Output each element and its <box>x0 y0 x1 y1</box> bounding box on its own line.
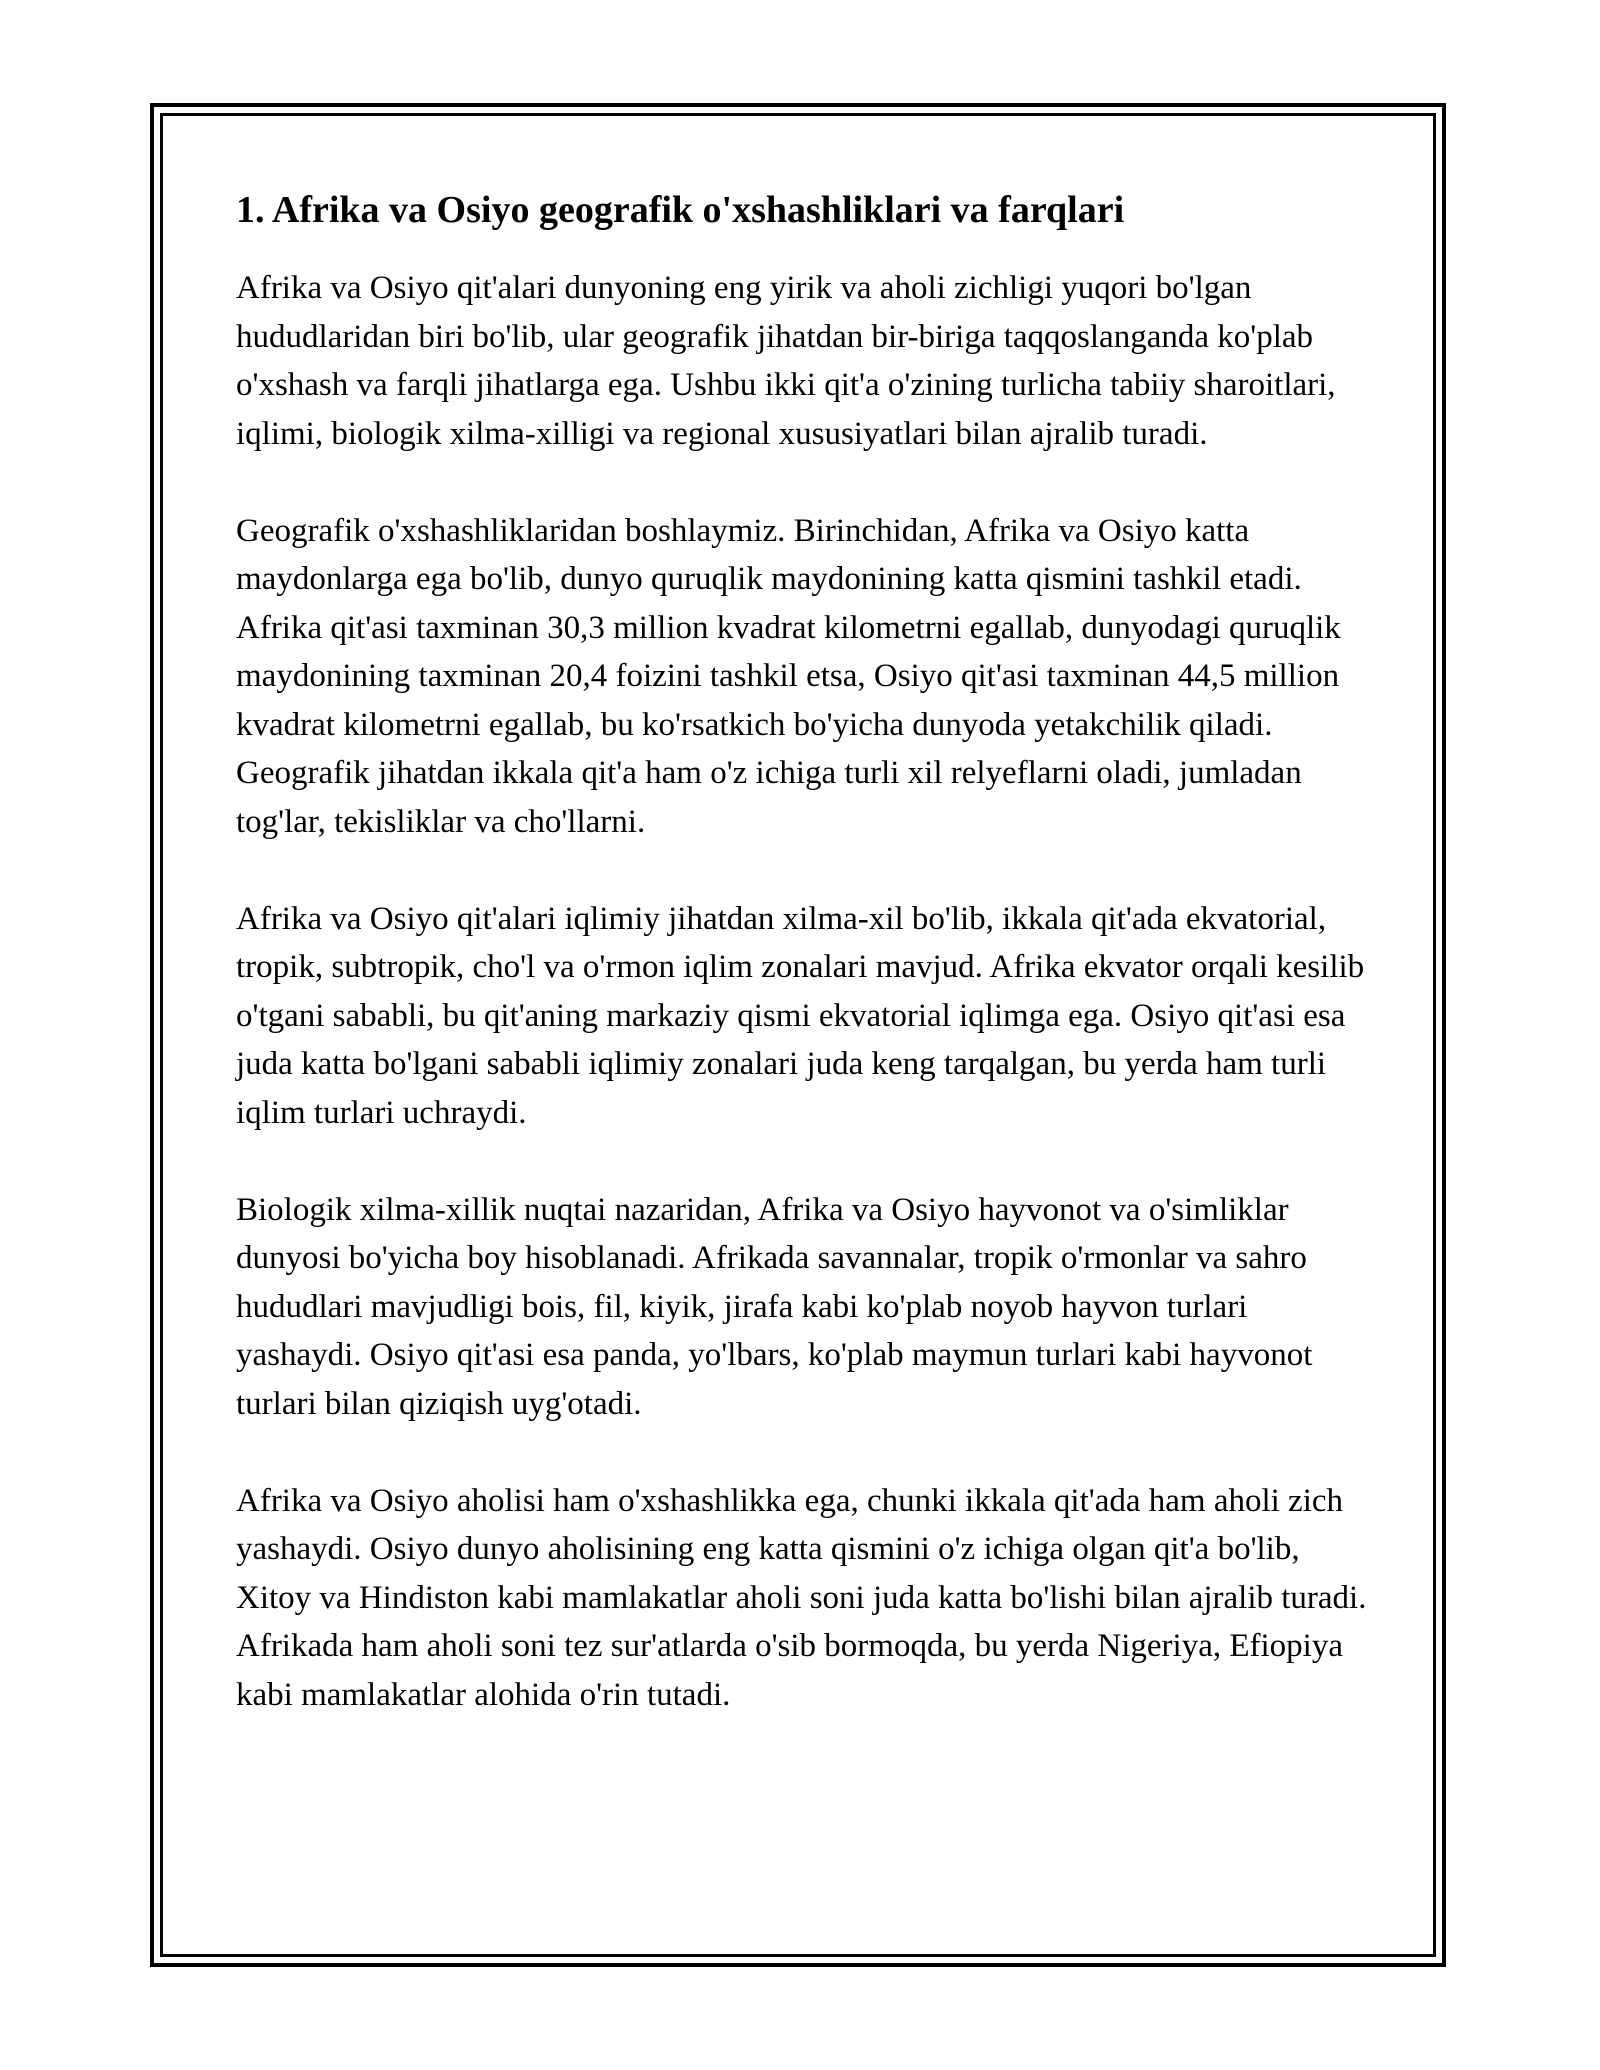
document-title: 1. Afrika va Osiyo geografik o'xshashliklari va farqlari <box>236 189 1125 231</box>
paragraph-intro: Afrika va Osiyo qit'alari dunyoning eng yirik va aholi zichligi yuqori bo'lgan hududlaridan biri bo'lib, ular geografik jihatdan bir-biriga taqqoslanganda ko'plab o'xshash va farqli jihatlarga ega. Ushbu ikki qit'a o'zining turlicha tabiiy sharoitlari, iqlimi, biologik xilma-xilligi va regional xususiyatlari bilan ajralib turadi. <box>236 270 1336 452</box>
paragraph-climate: Afrika va Osiyo qit'alari iqlimiy jihatdan xilma-xil bo'lib, ikkala qit'ada ekvatorial, tropik, subtropik, cho'l va o'rmon iqlim zonalari mavjud. Afrika ekvator orqali kesilib o'tgani sababli, bu qit'aning markaziy qismi ekvatorial iqlimga ega. Osiyo qit'asi esa juda katta bo'lgani sababli iqlimiy zonalari juda keng tarqalgan, bu yerda ham turli iqlim turlari uchraydi. <box>236 900 1365 1131</box>
paragraph-population: Afrika va Osiyo aholisi ham o'xshashlikka ega, chunki ikkala qit'ada ham aholi zich yashaydi. Osiyo dunyo aholisining eng katta qismini o'z ichiga olgan qit'a bo'lib, Xitoy va Hindiston kabi mamlakatlar aholi soni juda katta bo'lishi bilan ajralib turadi. Afrikada ham aholi soni tez sur'atlarda o'sib bormoqda, bu yerda Nigeriya, Efiopiya kabi mamlakatlar alohida o'rin tutadi. <box>236 1482 1367 1713</box>
paragraph-geographic-similarities: Geografik o'xshashliklaridan boshlaymiz. Birinchidan, Afrika va Osiyo katta maydonlarga ega bo'lib, dunyo quruqlik maydonining katta qismini tashkil etadi. Afrika qit'asi taxminan 30,3 million kvadrat kilometrni egallab, dunyodagi quruqlik maydonining taxminan 20,4 foizini tashkil etsa, Osiyo qit'asi taxminan 44,5 million kvadrat kilometrni egallab, bu ko'rsatkich bo'yicha dunyoda yetakchilik qiladi. Geografik jihatdan ikkala qit'a ham o'z ichiga turli xil relyeflarni oladi, jumladan tog'lar, tekisliklar va cho'llarni. <box>236 512 1341 840</box>
paragraph-biodiversity: Biologik xilma-xillik nuqtai nazaridan, Afrika va Osiyo hayvonot va o'simliklar dunyosi bo'yicha boy hisoblanadi. Afrikada savannalar, tropik o'rmonlar va sahro hududlari mavjudligi bois, fil, kiyik, jirafa kabi ko'plab noyob hayvon turlari yashaydi. Osiyo qit'asi esa panda, yo'lbars, ko'plab maymun turlari kabi hayvonot turlari bilan qiziqish uyg'otadi. <box>236 1191 1313 1422</box>
document-body <box>236 186 1376 1719</box>
